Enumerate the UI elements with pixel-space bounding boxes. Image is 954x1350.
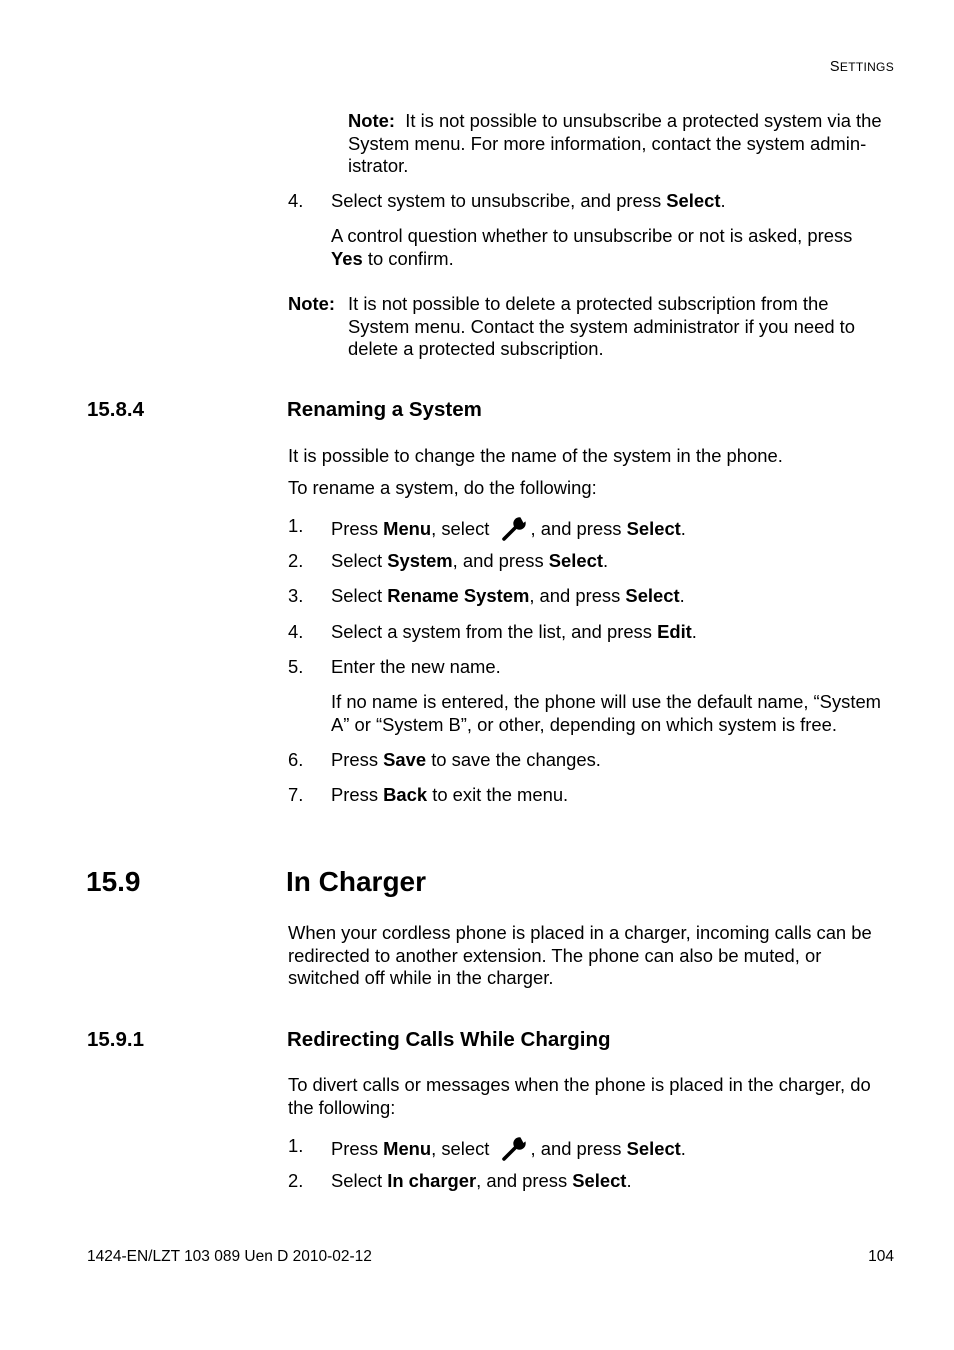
- step-number: 4.: [288, 621, 304, 642]
- step-text: Select system to unsubscribe, and press Select.: [331, 190, 726, 211]
- step-text: Press Menu, select , and press Select.: [331, 515, 901, 541]
- step-number: 1.: [288, 1135, 304, 1156]
- paragraph: It is possible to change the name of the system in the phone.: [288, 445, 783, 466]
- step-number: 7.: [288, 784, 304, 805]
- paragraph: To divert calls or messages when the phone is placed in the charger, do the following:: [288, 1074, 871, 1118]
- step-number: 5.: [288, 656, 304, 677]
- page-number: 104: [868, 1248, 894, 1265]
- step-text: Press Menu, select , and press Select.: [331, 1135, 901, 1161]
- paragraph: To rename a system, do the following:: [288, 477, 597, 498]
- note-unsubscribe-protected: Note: It is not possible to unsubscribe a protected system via the System menu. For more information, contact the system admin- istrator.: [348, 110, 882, 176]
- footer-doc-id: 1424-EN/LZT 103 089 Uen D 2010-02-12: [87, 1248, 372, 1265]
- wrench-icon: [501, 515, 529, 541]
- paragraph: When your cordless phone is placed in a charger, incoming calls can be redirected to another extension. The phone can also be muted, or switched off while in the charger.: [288, 922, 872, 988]
- step-text: Press Save to save the changes.: [331, 749, 601, 770]
- note-delete-protected: It is not possible to delete a protected subscription from the System menu. Contact the system administrator if you need to delete a protected subscription.: [348, 293, 855, 359]
- note-label: Note:: [288, 293, 335, 314]
- step-text: Select System, and press Select.: [331, 550, 609, 571]
- step-number: 2.: [288, 1170, 304, 1191]
- wrench-icon: [501, 1135, 529, 1161]
- step-number: 3.: [288, 585, 304, 606]
- step-text: Select In charger, and press Select.: [331, 1170, 632, 1191]
- running-header: SETTINGS: [829, 59, 894, 75]
- step-text: Press Back to exit the menu.: [331, 784, 569, 805]
- step-text: Enter the new name.: [331, 656, 501, 677]
- step-number: 2.: [288, 550, 304, 571]
- step-text: Select a system from the list, and press Edit.: [331, 621, 697, 642]
- step-text: Select Rename System, and press Select.: [331, 585, 685, 606]
- step-number: 6.: [288, 749, 304, 770]
- note-label: Note:: [348, 110, 395, 131]
- section-number: 15.9.1: [87, 1028, 144, 1051]
- step-number: 1.: [288, 515, 304, 536]
- section-title: Renaming a System: [287, 398, 482, 421]
- section-number: 15.8.4: [87, 398, 144, 421]
- section-title: Redirecting Calls While Charging: [287, 1028, 611, 1051]
- section-number: 15.9: [86, 866, 141, 897]
- step-subtext: If no name is entered, the phone will use the default name, “System A” or “System B”, or other, depending on which system is free.: [331, 691, 881, 735]
- step-subtext: A control question whether to unsubscribe or not is asked, press Yes to confirm.: [331, 225, 853, 269]
- section-title: In Charger: [286, 866, 427, 897]
- step-number: 4.: [288, 190, 304, 211]
